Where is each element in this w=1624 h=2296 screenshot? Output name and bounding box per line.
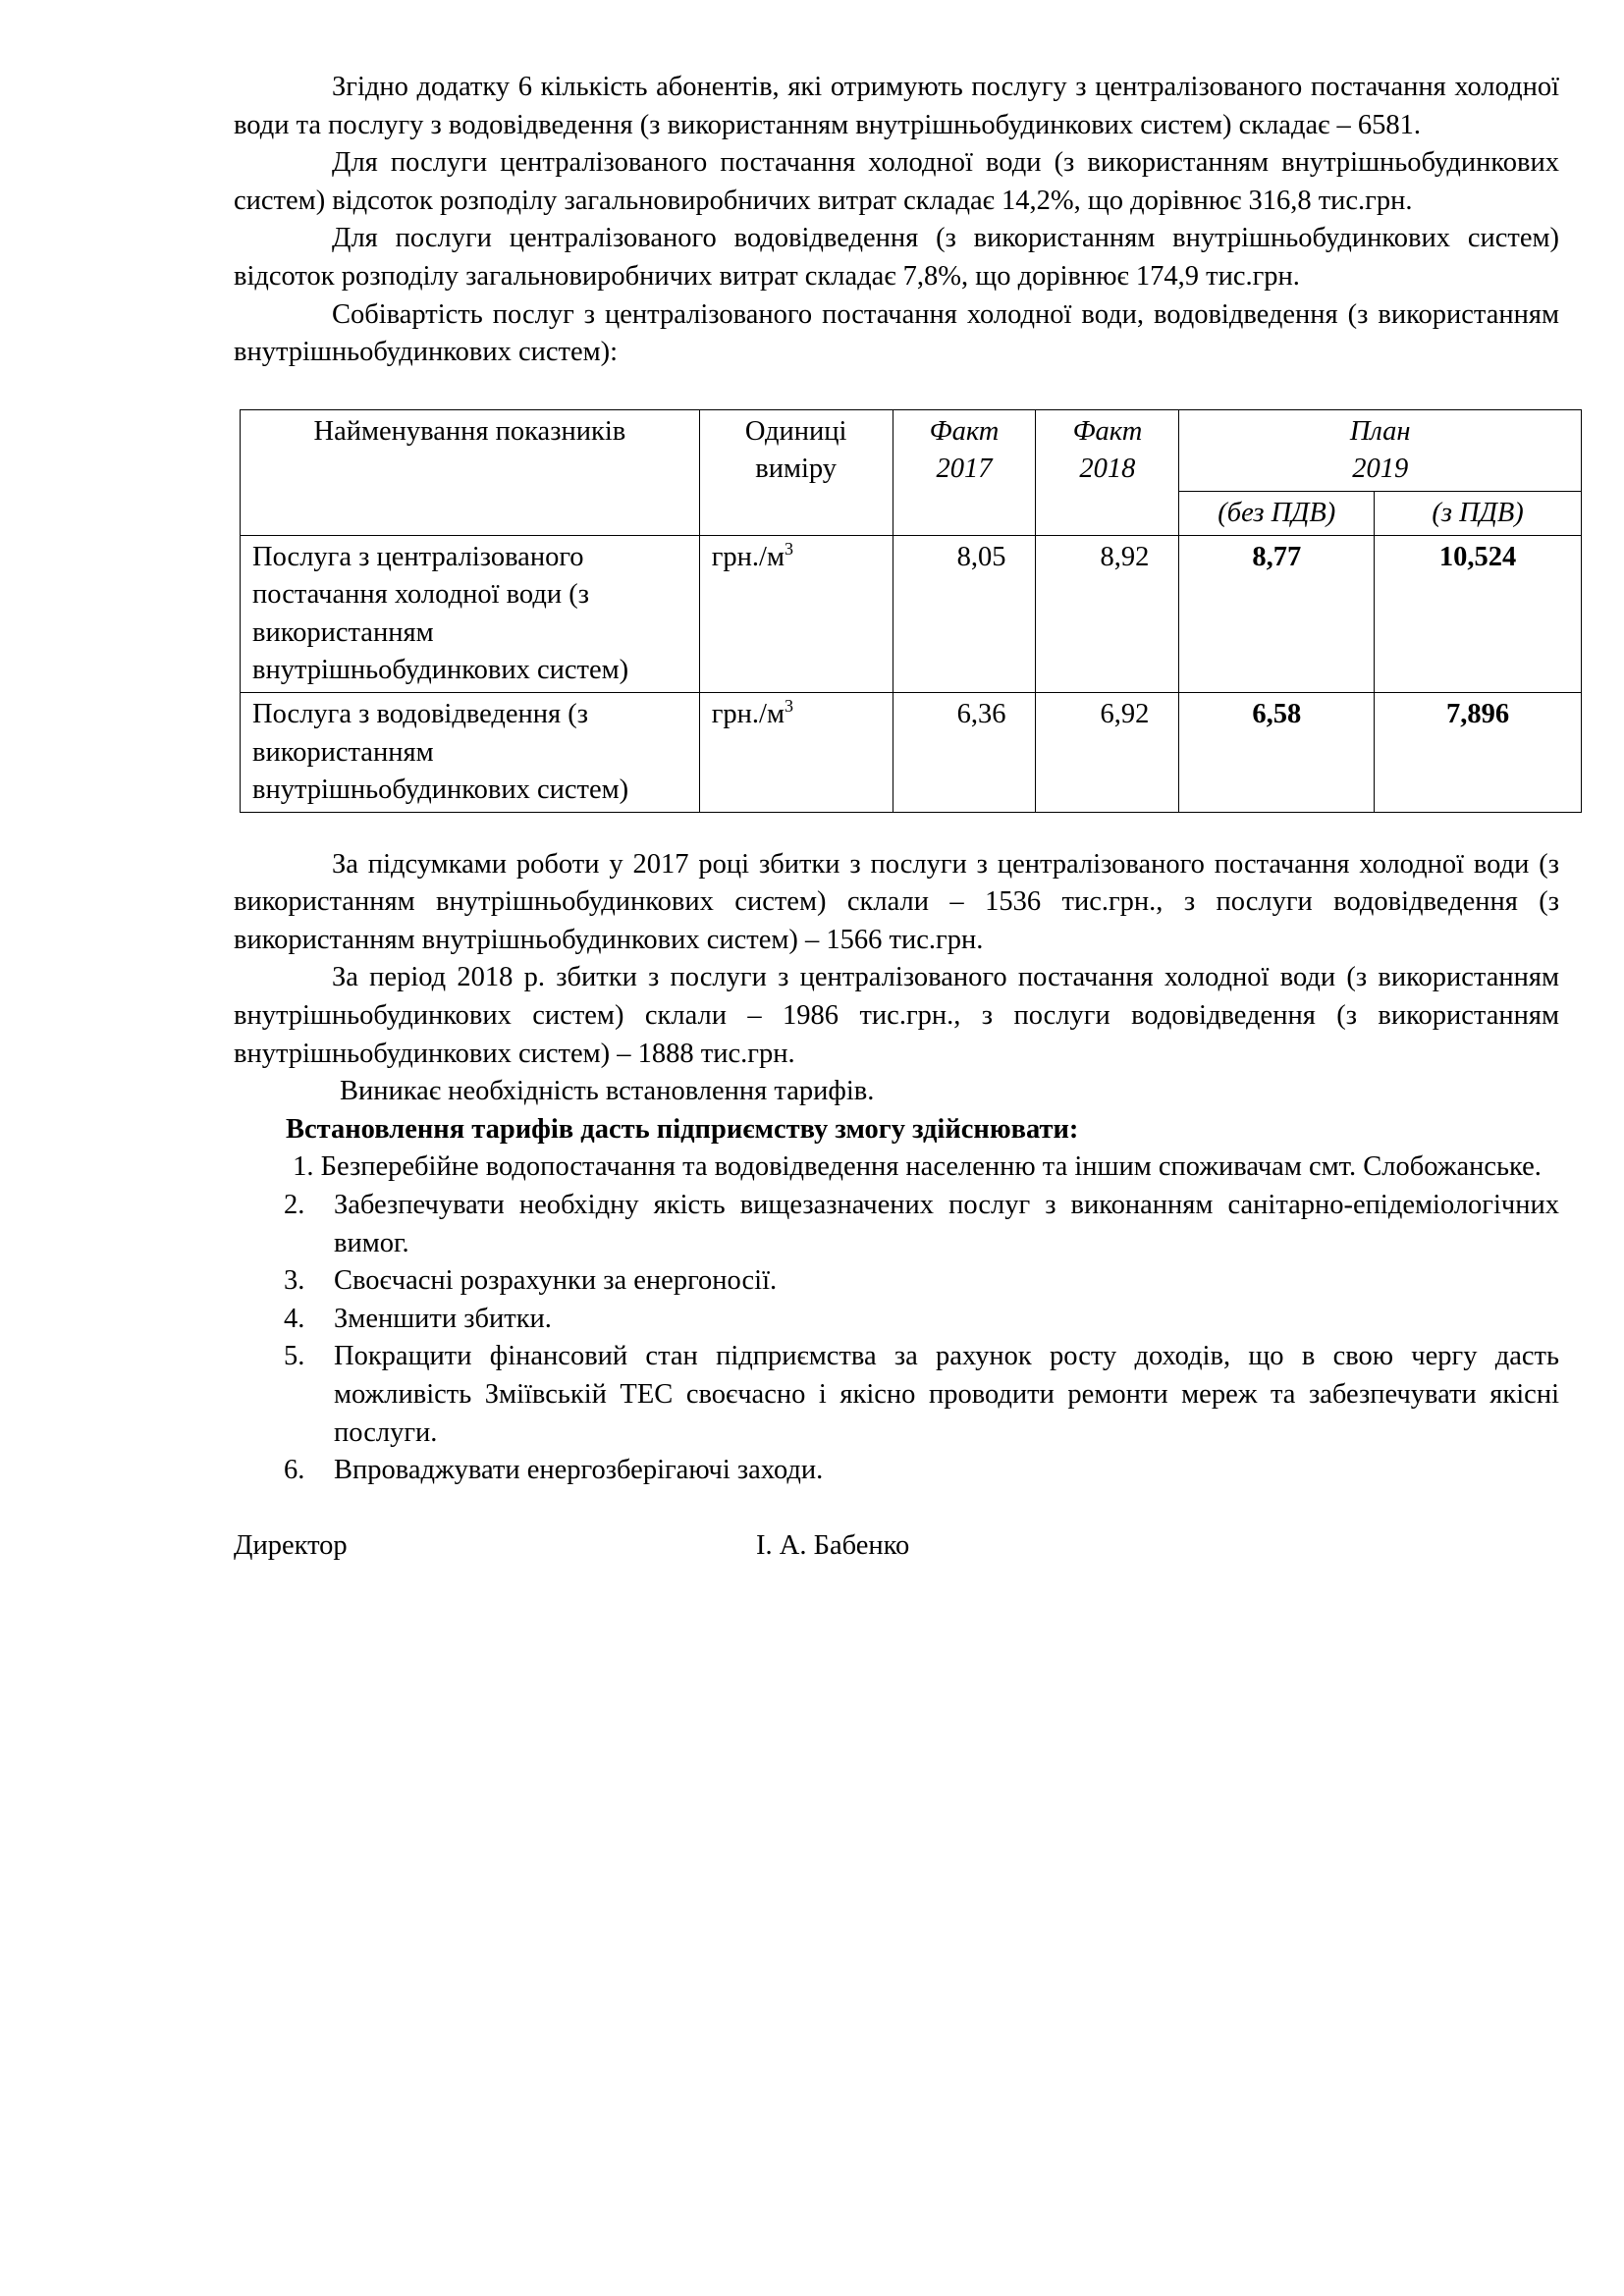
list-text: Забезпечувати необхідну якість вищезазначених послуг з виконанням санітарно-епідеміологічних вимог. [334,1190,1559,1258]
header-fact-2018-year: 2018 [1079,454,1136,485]
row-name: Послуга з водовідведення (з використанням внутрішньобудинкових систем) [241,692,700,812]
paragraph-drainage-overhead: Для послуги централізованого водовідведення (з використанням внутрішньобудинкових систем) відсоток розподілу загальновиробничих витрат складає 7,8%, що дорівнює 174,9 тис.грн. [234,223,1559,292]
row-fact-2017: 6,36 [893,692,1036,812]
header-fact-2017-year: 2017 [936,454,993,485]
list-item: 1. Безперебійне водопостачання та водовідведення населенню та іншим споживачам смт. Слобожанське. [286,1151,1542,1183]
row-fact-2018: 6,92 [1036,692,1179,812]
row-unit [699,692,893,812]
row-name: Послуга з централізованого постачання холодної води (з використанням внутрішньобудинкових систем) [241,535,700,692]
paragraph-cost-intro: Собівартість послуг з централізованого постачання холодної води, водовідведення (з використанням внутрішньобудинкових систем): [234,298,1559,368]
list-text: Своєчасні розрахунки за енергоносії. [334,1265,778,1297]
row-unit-text: грн./м [711,541,785,572]
paragraph-subscribers: Згідно додатку 6 кількість абонентів, які отримують послугу з централізованого постачання холодної води та послугу з водовідведення (з використанням внутрішньобудинкових систем) складає – 6581. [234,72,1559,140]
list-text: Покращити фінансовий стан підприємства за рахунок росту доходів, що в свою чергу дасть можливість Зміївській ТЕС своєчасно і якісно проводити ремонти мереж та забезпечувати якісні послуги. [334,1341,1559,1448]
header-plan-label: План [1349,415,1411,447]
row-fact-2018: 8,92 [1036,535,1179,692]
list-item [234,1187,1559,1262]
header-plan-2019 [1179,409,1582,491]
list-item [234,1338,1559,1452]
row-plan-no-vat: 6,58 [1179,692,1375,812]
header-plan-year: 2019 [1352,454,1409,485]
document-page [234,69,1559,1567]
signature-role: Директор [234,1529,348,1561]
row-fact-2017: 8,05 [893,535,1036,692]
row-unit-text: грн./м [711,698,785,729]
header-fact-2018 [1036,409,1179,535]
list-item [234,1301,1559,1339]
header-fact-2018-label: Факт [1072,415,1143,447]
list-item [234,1452,1559,1490]
cost-table [240,409,1582,813]
paragraph-need-tariffs: Виникає необхідність встановлення тарифів. [340,1076,875,1107]
list-item [234,1262,1559,1301]
list-number: 4. [284,1303,305,1334]
row-plan-with-vat: 10,524 [1375,535,1582,692]
list-number: 5. [284,1341,305,1372]
paragraph-water-overhead: Для послуги централізованого постачання холодної води (з використанням внутрішньобудинкових систем) відсоток розподілу загальновиробничих витрат складає 14,2%, що дорівнює 316,8 тис.грн. [234,147,1559,216]
row-unit [699,535,893,692]
signature-name: І. А. Бабенко [756,1529,910,1561]
table-header-row [241,409,1582,491]
header-no-vat: (без ПДВ) [1179,491,1375,535]
table-row [241,535,1582,692]
header-fact-2017-label: Факт [929,415,1000,447]
list-number: 6. [284,1455,305,1486]
header-units: Одиниці виміру [699,409,893,535]
list-number: 3. [284,1265,305,1297]
row-unit-sup: 3 [784,538,793,559]
table-row [241,692,1582,812]
paragraph-losses-2017: За підсумками роботи у 2017 році збитки з послуги з централізованого постачання холодної води (з використанням внутрішньобудинкових систем) склали – 1536 тис.грн., з послуги водовідведення (з використанням внутрішньобудинкових систем) – 1566 тис.грн. [234,848,1559,955]
tariff-benefits-heading: Встановлення тарифів дасть підприємству змогу здійснювати: [286,1113,1079,1145]
row-unit-sup: 3 [784,695,793,716]
header-name: Найменування показників [241,409,700,535]
header-with-vat: (з ПДВ) [1375,491,1582,535]
paragraph-losses-2018: За період 2018 р. збитки з послуги з централізованого постачання холодної води (з використанням внутрішньобудинкових систем) склали – 1986 тис.грн., з послуги водовідведення (з використанням внутрішньобудинкових систем) – 1888 тис.грн. [234,962,1559,1069]
signature-block [234,1527,1559,1567]
list-number: 2. [284,1190,305,1221]
row-plan-with-vat: 7,896 [1375,692,1582,812]
header-fact-2017 [893,409,1036,535]
row-plan-no-vat: 8,77 [1179,535,1375,692]
list-text: Зменшити збитки. [334,1303,552,1334]
list-text: Впроваджувати енергозберігаючі заходи. [334,1455,824,1486]
